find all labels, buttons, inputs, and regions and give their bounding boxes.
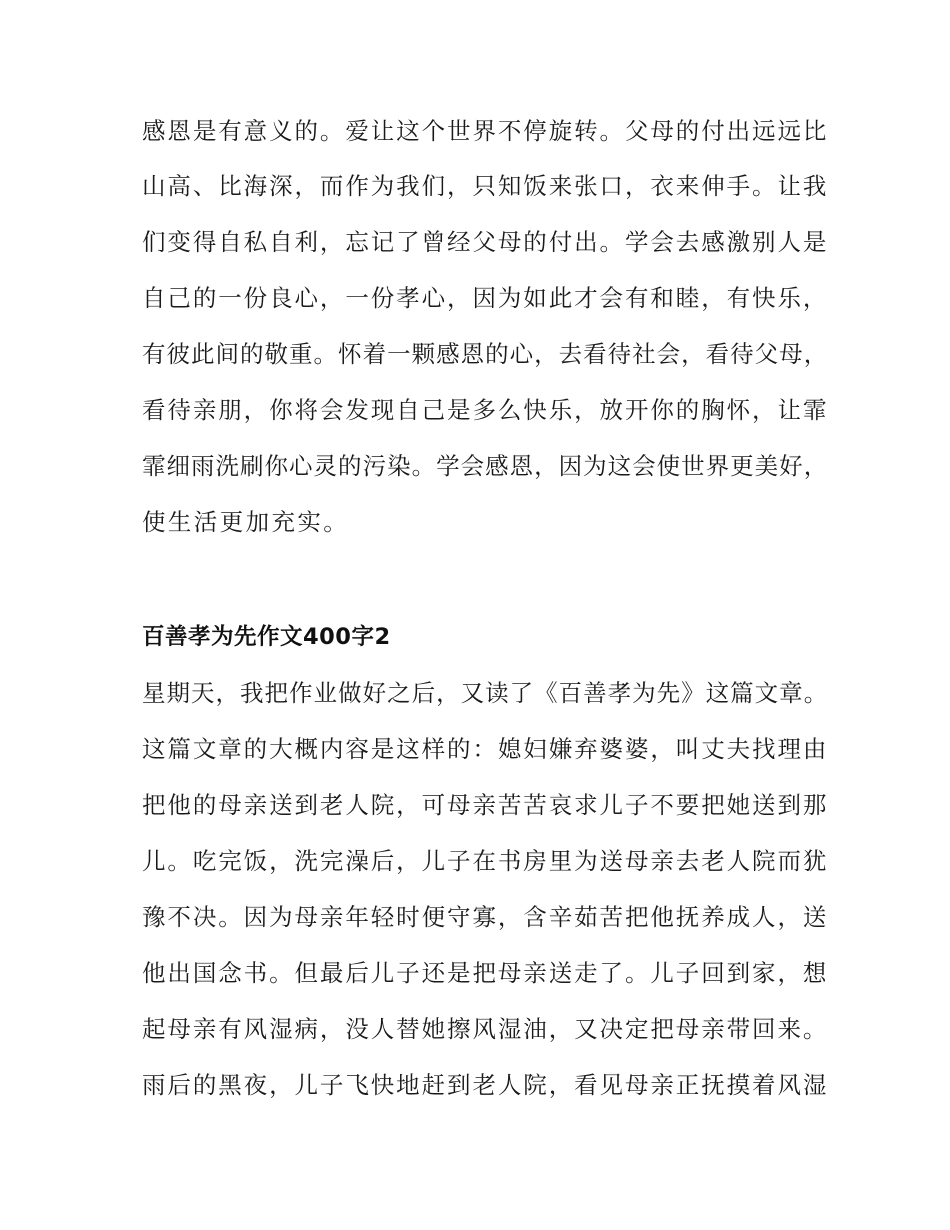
paragraph-2-line-6: 他出国念书。但最后儿子还是把母亲送走了。儿子回到家，想 — [142, 959, 829, 987]
paragraph-1-line-6: 看待亲朋，你将会发现自己是多么快乐，放开你的胸怀，让霏 — [142, 396, 829, 424]
paragraph-2-line-3: 把他的母亲送到老人院，可母亲苦苦哀求儿子不要把她送到那 — [142, 791, 829, 819]
section-heading: 百善孝为先作文400字2 — [142, 624, 391, 650]
paragraph-2-line-1: 星期天，我把作业做好之后，又读了《百善孝为先》这篇文章。 — [142, 679, 829, 707]
paragraph-2-line-2: 这篇文章的大概内容是这样的：媳妇嫌弃婆婆，叫丈夫找理由 — [142, 735, 829, 763]
paragraph-1-line-4: 自己的一份良心，一份孝心，因为如此才会有和睦，有快乐， — [142, 284, 829, 312]
paragraph-2-line-4: 儿。吃完饭，洗完澡后，儿子在书房里为送母亲去老人院而犹 — [142, 847, 829, 875]
paragraph-1-line-2: 山高、比海深，而作为我们，只知饭来张口，衣来伸手。让我 — [142, 172, 829, 200]
paragraph-1-line-7: 霏细雨洗刷你心灵的污染。学会感恩，因为这会使世界更美好， — [142, 452, 829, 480]
paragraph-2-line-8: 雨后的黑夜，儿子飞快地赶到老人院，看见母亲正抚摸着风湿 — [142, 1071, 829, 1099]
paragraph-1-line-8: 使生活更加充实。 — [142, 508, 350, 536]
paragraph-1-line-1: 感恩是有意义的。爱让这个世界不停旋转。父母的付出远远比 — [142, 117, 829, 145]
paragraph-2-line-7: 起母亲有风湿病，没人替她擦风湿油，又决定把母亲带回来。 — [142, 1015, 829, 1043]
paragraph-2-line-5: 豫不决。因为母亲年轻时便守寡，含辛茹苦把他抚养成人，送 — [142, 903, 829, 931]
paragraph-1-line-5: 有彼此间的敬重。怀着一颗感恩的心，去看待社会，看待父母， — [142, 340, 829, 368]
paragraph-1-line-3: 们变得自私自利，忘记了曾经父母的付出。学会去感激别人是 — [142, 228, 829, 256]
